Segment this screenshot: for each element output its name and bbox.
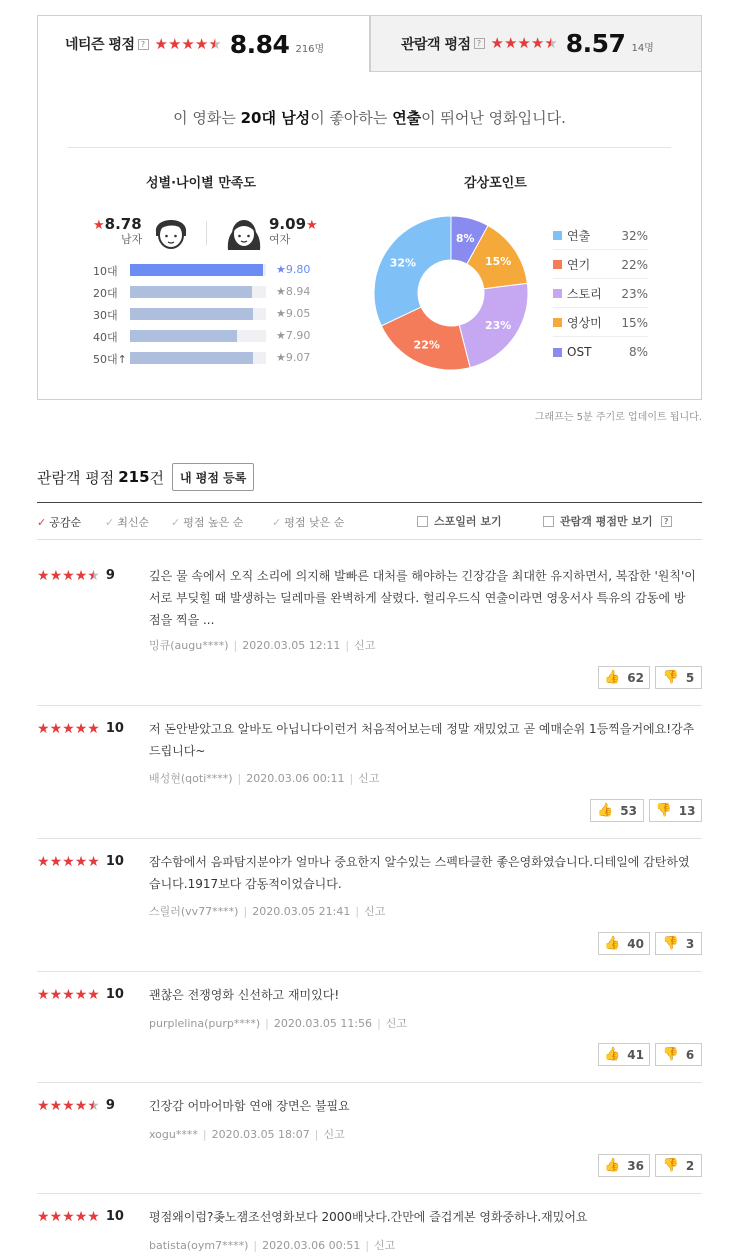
age-label: 10대: [93, 265, 118, 278]
rating-summary: [38, 107, 701, 128]
review-text: 저 돈안받았고요 알바도 아닙니다이런거 처음적어보는데 정말 재밌었고 곧 예매순위 1등찍을거에요!강추드립니다~: [149, 722, 695, 758]
age-bar-track: [130, 330, 266, 342]
review-stars: [37, 1210, 100, 1224]
review-meta: 밍큐(augu****) | 2020.03.05 12:11 | 신고: [149, 639, 376, 652]
summary-pre: 이 영화는: [173, 109, 241, 127]
register-rating-button[interactable]: 내 평점 등록: [172, 463, 254, 491]
donut-slice-label: 32%: [389, 256, 417, 270]
thumbs-down-icon: 👎: [662, 1047, 679, 1062]
sort-by-likes[interactable]: [37, 514, 81, 530]
tab-netizen-rating[interactable]: [37, 15, 370, 72]
legend-swatch: [553, 318, 562, 327]
divider: [68, 147, 671, 148]
review-score: 10: [105, 987, 124, 1002]
star-icon: ★: [93, 218, 105, 233]
age-score: ★7.90: [276, 329, 311, 342]
points-donut-chart: [373, 215, 529, 371]
thumbs-up-icon: 👍: [604, 936, 621, 951]
age-bar-fill: [130, 330, 237, 342]
review-text: 깊은 물 속에서 오직 소리에 의지해 발빠른 대처를 해야하는 긴장감을 최대한 유지하면서, 복잡한 '원칙'이 서로 부딪힐 때 발생하는 딜레마를 완벽하게 살렸다. 헐리우드식 연출이라면 영웅서사 특유의 감동에 방점을 찍을 ...: [149, 569, 696, 627]
donut-slice-label: 23%: [484, 319, 512, 333]
review-rating: [37, 1098, 115, 1113]
review-stars: [37, 722, 100, 736]
star-icon: ★: [62, 720, 75, 737]
star-icon: ★: [87, 853, 100, 870]
star-icon: ★: [87, 986, 100, 1003]
legend-label: 연출: [567, 229, 591, 243]
review-date: 2020.03.05 21:41: [252, 905, 351, 918]
star-icon: ★: [37, 1208, 50, 1225]
reviews-title: 관람객 평점: [37, 468, 115, 487]
reviews-header: [37, 463, 254, 491]
check-icon: ✓: [272, 516, 282, 529]
like-count: 41: [627, 1047, 644, 1062]
sort-label: 공감순: [49, 516, 82, 529]
sort-by-low-rating[interactable]: [272, 514, 344, 530]
legend-pct: 22%: [621, 257, 648, 272]
report-link[interactable]: 신고: [364, 905, 386, 918]
review-divider: [37, 1082, 702, 1083]
dislike-count: 3: [685, 936, 695, 951]
legend-pct: 32%: [621, 228, 648, 243]
review-score: 10: [105, 854, 124, 869]
male-label: 남자: [121, 233, 143, 246]
sort-label: 평점 낮은 순: [284, 516, 345, 529]
star-icon: ★: [517, 34, 531, 52]
rating-tabs: [37, 15, 702, 72]
star-icon: ★: [37, 720, 50, 737]
star-icon: ★: [74, 720, 88, 737]
summary-point: 연출: [392, 109, 422, 127]
star-icon: ★: [62, 986, 75, 1003]
reviews-count: 215: [118, 468, 150, 486]
thumbs-down-icon: 👎: [655, 803, 672, 818]
star-icon: ★: [167, 34, 182, 53]
spoiler-label: 스포일러 보기: [434, 515, 502, 528]
review-score: 10: [105, 1209, 124, 1224]
spoiler-filter[interactable]: [417, 513, 502, 529]
report-link[interactable]: 신고: [358, 772, 380, 785]
male-score: 8.78: [104, 215, 142, 233]
review-divider: [37, 705, 702, 706]
review-meta: purplelina(purp****) | 2020.03.05 11:56 | 신고: [149, 1017, 408, 1030]
legend-swatch: [553, 348, 562, 357]
review-score: 9: [105, 1098, 115, 1113]
age-score: ★9.80: [276, 263, 311, 276]
review-date: 2020.03.05 18:07: [211, 1128, 310, 1141]
donut-slice-label: 22%: [413, 338, 440, 352]
netizen-rating-title: 네티즌 평점: [65, 37, 135, 53]
review-score: 10: [105, 721, 124, 736]
star-icon: ★: [194, 34, 209, 53]
review-score: 9: [105, 568, 115, 583]
age-label: 30대: [93, 309, 118, 322]
legend-item: [553, 338, 648, 366]
help-icon[interactable]: ?: [138, 39, 149, 50]
review-stars: [37, 988, 100, 1002]
star-icon: ★: [49, 567, 63, 584]
legend-swatch: [553, 289, 562, 298]
age-label: 50대↑: [93, 353, 127, 366]
star-icon: ★: [503, 34, 518, 52]
star-icon: ★: [530, 34, 545, 52]
help-icon[interactable]: ?: [474, 38, 485, 49]
dislike-button[interactable]: [655, 1043, 702, 1066]
female-label: 여자: [269, 233, 291, 246]
star-icon: ★: [49, 986, 63, 1003]
thumbs-down-icon: 👎: [662, 1158, 679, 1173]
legend-item: [553, 280, 648, 308]
dislike-button[interactable]: [655, 666, 702, 689]
age-bar-track: [130, 264, 266, 276]
review-rating: [37, 568, 115, 583]
dislike-button[interactable]: [649, 799, 702, 822]
male-rating: [93, 214, 142, 247]
like-button[interactable]: [598, 932, 650, 955]
age-bar-track: [130, 286, 266, 298]
age-bar-track: [130, 308, 266, 320]
star-icon: ★: [62, 567, 75, 584]
star-icon: ★: [306, 218, 318, 233]
star-icon: ★: [49, 720, 63, 737]
review-meta: 배성현(qoti****) | 2020.03.06 00:11 | 신고: [149, 772, 380, 785]
review-divider: [37, 838, 702, 839]
review-date: 2020.03.06 00:11: [246, 772, 345, 785]
legend-item: [553, 251, 648, 279]
dislike-count: 6: [685, 1047, 695, 1062]
star-icon: ★: [49, 853, 63, 870]
age-score: ★8.94: [276, 285, 311, 298]
update-note: 그래프는 5분 주기로 업데이트 됩니다.: [534, 412, 702, 423]
like-count: 62: [627, 670, 644, 685]
audience-only-checkbox[interactable]: [543, 516, 554, 527]
satisfaction-title: 성별·나이별 만족도: [146, 176, 256, 191]
legend-label: OST: [567, 345, 592, 359]
review-rating: [37, 721, 124, 736]
legend-swatch: [553, 260, 562, 269]
legend-label: 연기: [567, 258, 591, 272]
star-icon: ★: [490, 34, 504, 52]
reviews-count-unit: 건: [149, 468, 165, 487]
sort-label: 최신순: [117, 516, 150, 529]
thumbs-up-icon: 👍: [604, 670, 621, 685]
review-user[interactable]: 스릴러(vv77****): [149, 905, 239, 918]
check-icon: ✓: [37, 516, 47, 529]
star-icon: ★: [62, 1208, 75, 1225]
netizen-count: 216명: [295, 43, 325, 55]
legend-item: [553, 222, 648, 250]
netizen-stars: [154, 34, 222, 53]
review-stars: [37, 855, 100, 869]
star-icon: ★: [62, 853, 75, 870]
review-rating: [37, 987, 124, 1002]
star-icon: ★: [49, 1208, 63, 1225]
thumbs-down-icon: 👎: [662, 670, 679, 685]
like-button[interactable]: [598, 666, 650, 689]
review-date: 2020.03.05 11:56: [273, 1017, 373, 1030]
donut-slice-label: 8%: [455, 231, 475, 245]
review-user[interactable]: batista(oym7****): [149, 1239, 249, 1252]
star-icon: ★: [37, 853, 50, 870]
report-link[interactable]: 신고: [385, 1017, 408, 1030]
legend-label: 스토리: [567, 287, 602, 301]
review-text: 평점왜이럼?좆노잼조선영화보다 2000배낫다.간만에 즐겁게본 영화중하나.재밌어요: [149, 1210, 588, 1224]
like-button[interactable]: [598, 1043, 650, 1066]
review-meta: batista(oym7****) | 2020.03.06 00:51 | 신고: [149, 1239, 396, 1252]
like-count: 53: [620, 803, 637, 818]
age-score: ★9.05: [276, 307, 311, 320]
star-icon: ★: [37, 567, 50, 584]
dislike-count: 5: [685, 670, 695, 685]
audience-stars: [491, 36, 558, 51]
star-icon: ★: [154, 34, 168, 53]
thumbs-down-icon: 👎: [662, 936, 679, 951]
legend-pct: 23%: [621, 286, 648, 301]
female-face-icon: [225, 210, 263, 252]
dislike-count: 13: [678, 803, 696, 818]
star-icon: ★: [544, 34, 558, 52]
star-icon: ★: [74, 986, 88, 1003]
review-user[interactable]: 밍큐(augu****): [149, 639, 229, 652]
legend-swatch: [553, 231, 562, 240]
legend-pct: 8%: [628, 345, 648, 359]
age-bar-fill: [130, 264, 263, 276]
age-bar-fill: [130, 286, 252, 298]
check-icon: ✓: [171, 516, 181, 529]
star-icon: ★: [87, 567, 100, 584]
audience-only-filter[interactable]: [543, 513, 678, 529]
dislike-button[interactable]: [655, 932, 702, 955]
audience-score: 8.57: [565, 29, 626, 58]
dislike-count: 2: [685, 1158, 695, 1173]
donut-slice: [374, 216, 451, 326]
summary-target: 20대 남성: [240, 109, 311, 127]
legend-pct: 15%: [621, 315, 648, 330]
sort-bar: [37, 502, 702, 540]
star-icon: ★: [62, 1097, 75, 1114]
sort-by-high-rating[interactable]: [171, 514, 243, 530]
netizen-score: 8.84: [229, 29, 290, 59]
gender-divider: [206, 221, 207, 245]
like-count: 40: [627, 936, 644, 951]
review-stars: [37, 569, 100, 583]
star-icon: ★: [74, 853, 88, 870]
star-icon: ★: [74, 1208, 88, 1225]
report-link[interactable]: 신고: [354, 639, 376, 652]
review-text: 잠수함에서 음파탐지분야가 얼마나 중요한지 알수있는 스펙타클한 좋은영화였습니다.디테일에 감탄하였습니다.1917보다 감동적이었습니다.: [149, 855, 690, 891]
report-link[interactable]: 신고: [323, 1128, 345, 1141]
star-icon: ★: [74, 567, 88, 584]
review-rating: [37, 1209, 124, 1224]
review-divider: [37, 971, 702, 972]
review-stars: [37, 1099, 100, 1113]
audience-count: 14명: [631, 43, 654, 54]
star-icon: ★: [87, 720, 100, 737]
review-rating: [37, 854, 124, 869]
age-score: ★9.07: [276, 351, 311, 364]
report-link[interactable]: 신고: [374, 1239, 396, 1252]
audience-only-label: 관람객 평점만 보기: [560, 515, 653, 528]
star-icon: ★: [87, 1097, 100, 1114]
help-icon[interactable]: ?: [661, 516, 672, 527]
female-rating: [269, 214, 318, 247]
star-icon: ★: [87, 1208, 100, 1225]
thumbs-up-icon: 👍: [604, 1158, 621, 1173]
summary-mid: 이 좋아하는: [310, 109, 393, 127]
spoiler-checkbox[interactable]: [417, 516, 428, 527]
review-date: 2020.03.06 00:51: [262, 1239, 361, 1252]
review-text: 긴장감 어마어마함 연애 장면은 불필요: [149, 1099, 350, 1113]
star-icon: ★: [208, 34, 222, 53]
points-title: 감상포인트: [464, 176, 527, 191]
review-user[interactable]: purplelina(purp****): [149, 1017, 261, 1030]
review-meta: xogu**** | 2020.03.05 18:07 | 신고: [149, 1128, 345, 1141]
age-label: 40대: [93, 331, 118, 344]
review-user[interactable]: 배성현(qoti****): [149, 772, 233, 785]
age-bar-fill: [130, 352, 253, 364]
thumbs-up-icon: 👍: [604, 1047, 621, 1062]
age-bar-track: [130, 352, 266, 364]
male-face-icon: [152, 210, 190, 252]
sort-by-newest[interactable]: [105, 514, 149, 530]
review-meta: 스릴러(vv77****) | 2020.03.05 21:41 | 신고: [149, 905, 386, 918]
thumbs-up-icon: 👍: [597, 803, 614, 818]
review-date: 2020.03.05 12:11: [242, 639, 341, 652]
female-score: 9.09: [269, 215, 307, 233]
legend-label: 영상미: [567, 316, 602, 330]
like-button[interactable]: [598, 1154, 650, 1177]
star-icon: ★: [37, 1097, 50, 1114]
tab-audience-rating[interactable]: [370, 15, 702, 72]
dislike-button[interactable]: [655, 1154, 702, 1177]
summary-post: 이 뛰어난 영화입니다.: [421, 109, 566, 127]
review-user[interactable]: xogu****: [149, 1128, 198, 1141]
legend-item: [553, 309, 648, 337]
donut-slice-label: 15%: [484, 254, 512, 268]
audience-rating-title: 관람객 평점: [401, 36, 471, 53]
star-icon: ★: [49, 1097, 63, 1114]
like-count: 36: [627, 1158, 644, 1173]
review-divider: [37, 1193, 702, 1194]
sort-label: 평점 높은 순: [183, 516, 244, 529]
star-icon: ★: [181, 34, 195, 53]
review-text: 괜찮은 전쟁영화 신선하고 재미있다!: [149, 988, 340, 1002]
check-icon: ✓: [105, 516, 115, 529]
age-bar-fill: [130, 308, 253, 320]
star-icon: ★: [74, 1097, 88, 1114]
like-button[interactable]: [590, 799, 644, 822]
rating-stats-panel: [37, 71, 702, 400]
star-icon: ★: [37, 986, 50, 1003]
age-label: 20대: [93, 287, 118, 300]
